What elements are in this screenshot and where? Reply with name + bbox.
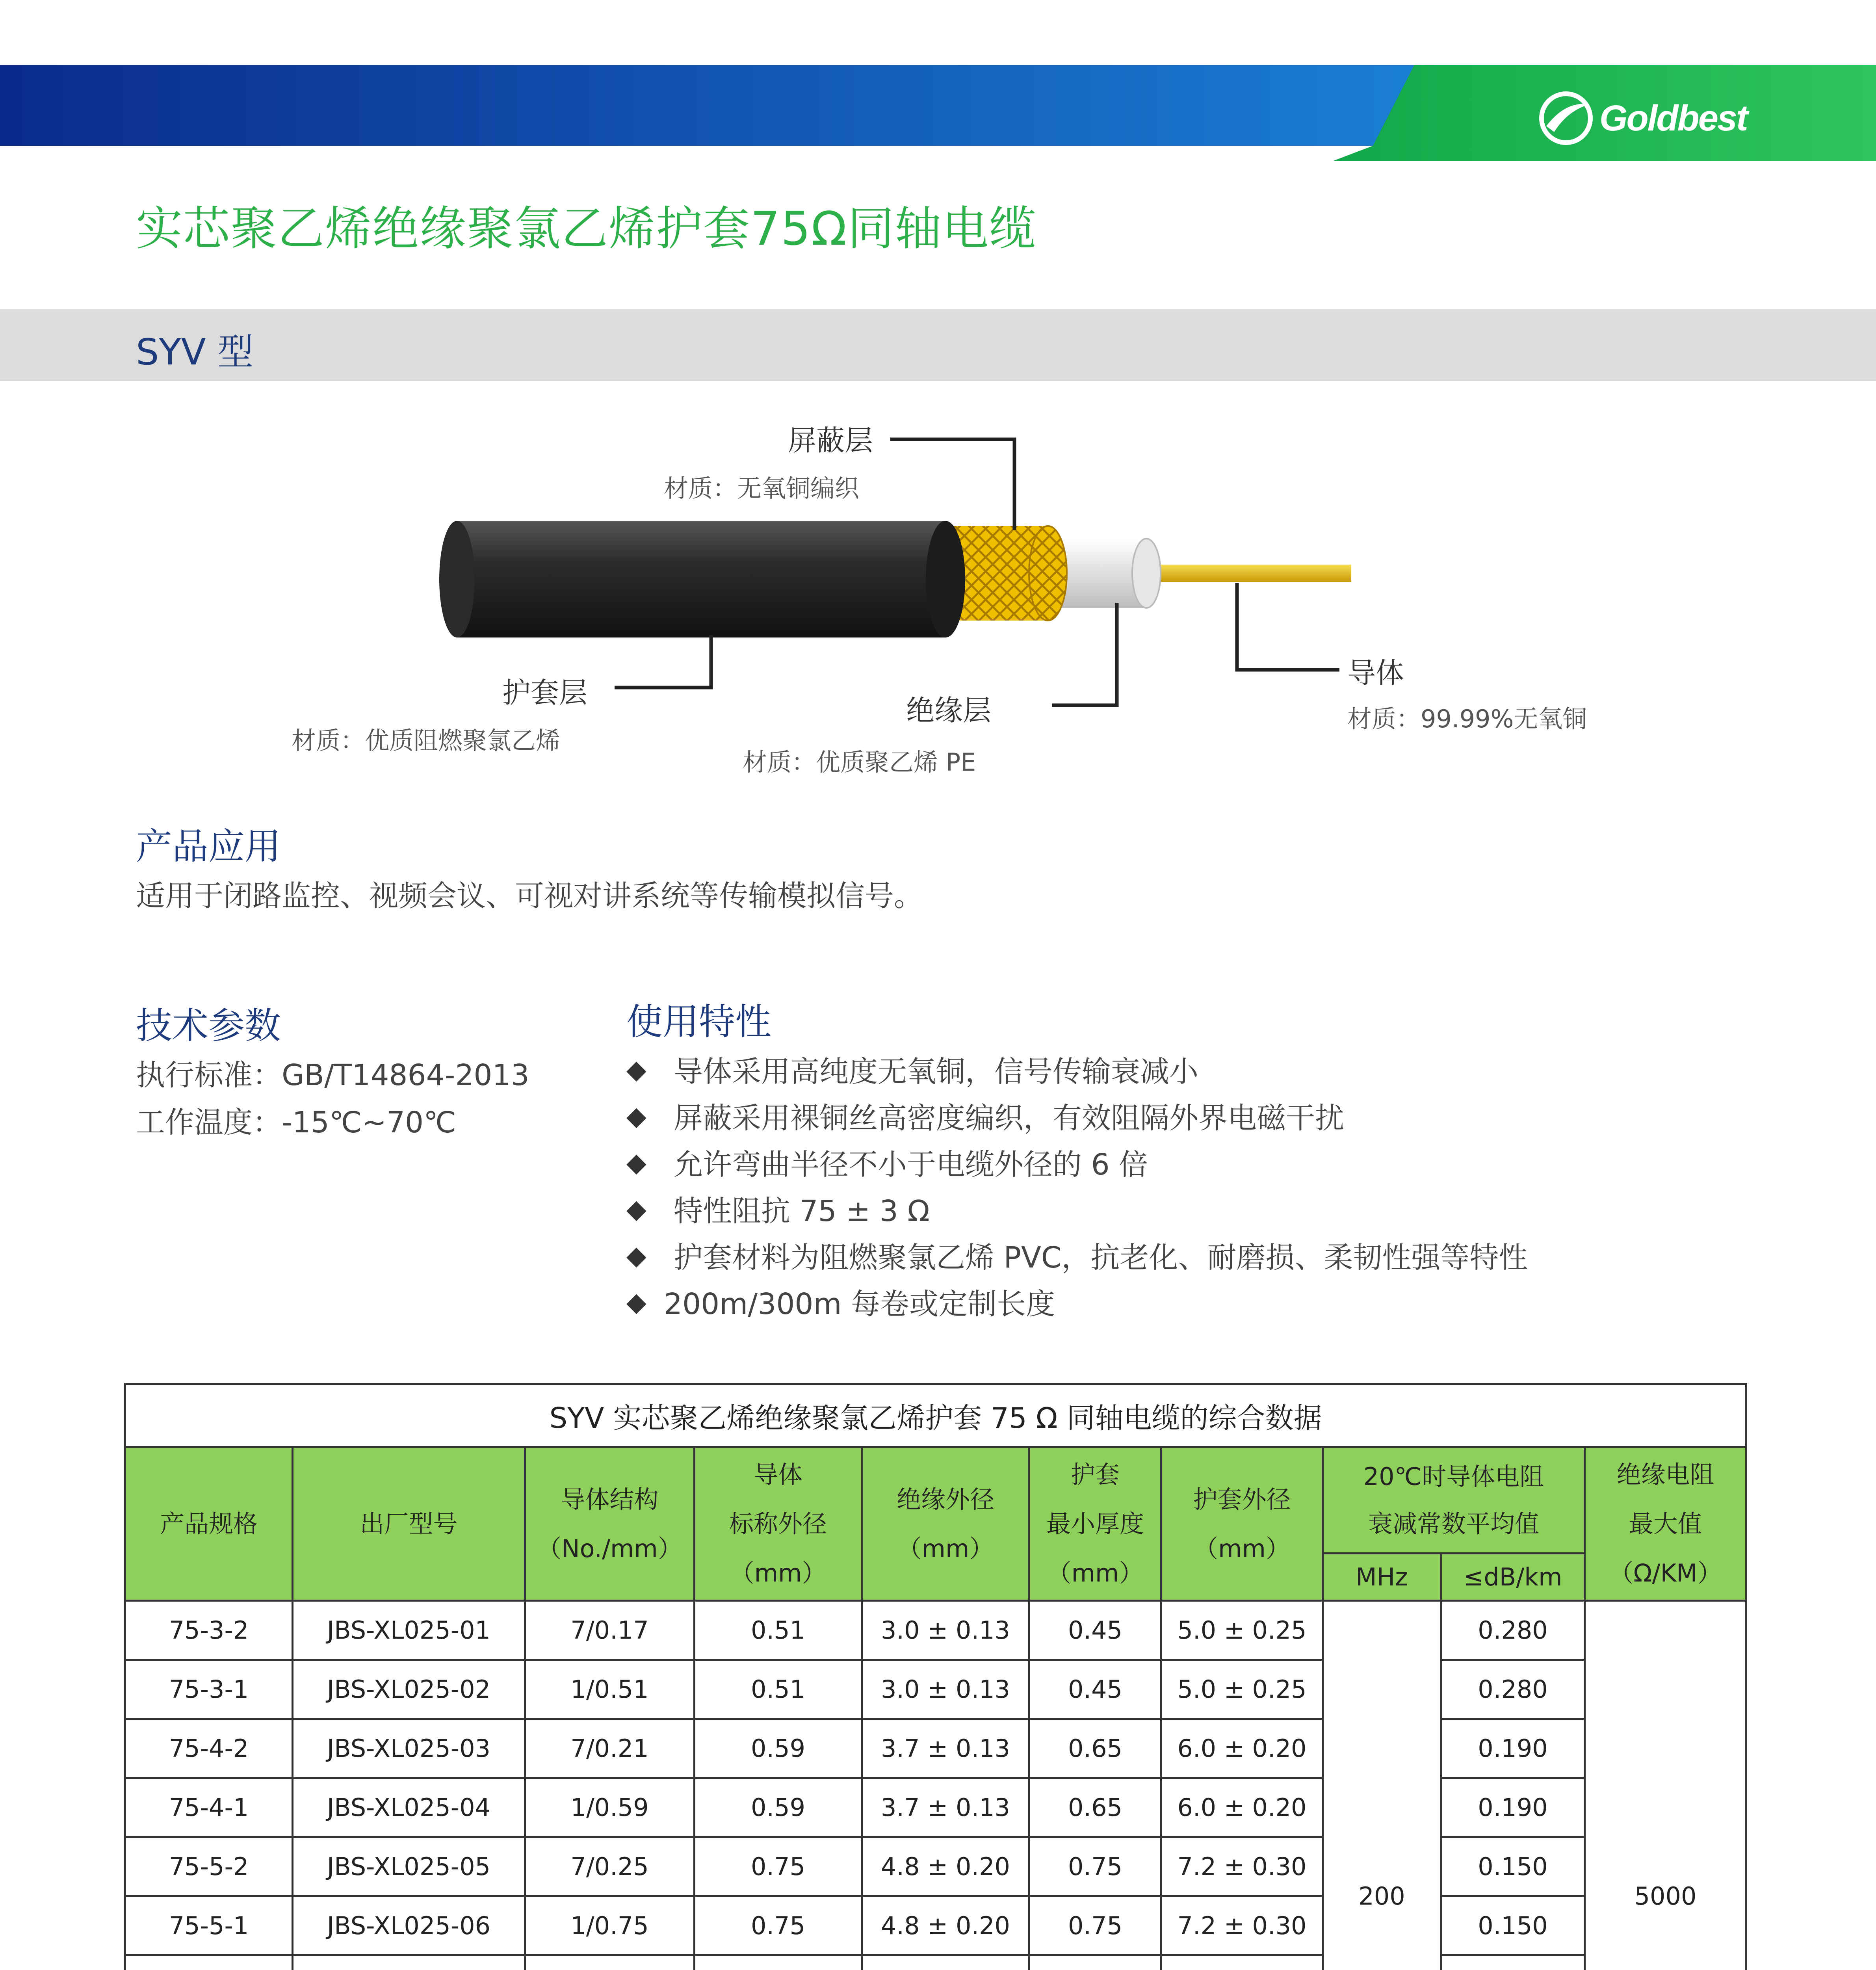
table-cell: 0.59 bbox=[695, 1719, 862, 1778]
table-cell: 0.51 bbox=[695, 1660, 862, 1719]
list-item: ◆ 护套材料为阻燃聚氯乙烯 PVC，抗老化、耐磨损、柔韧性强等特性 bbox=[626, 1240, 1528, 1275]
shield-material: 材质：无氧铜编织 bbox=[664, 474, 860, 503]
mhz-value: 200 bbox=[1323, 1601, 1441, 1970]
table-cell: 7/0.17 bbox=[525, 1601, 695, 1660]
table-cell bbox=[1029, 1955, 1161, 1970]
table-cell bbox=[125, 1955, 293, 1970]
table-cell: 0.59 bbox=[695, 1778, 862, 1837]
table-cell: 1/0.75 bbox=[525, 1896, 695, 1955]
table-cell: 75-3-1 bbox=[125, 1660, 293, 1719]
table-cell: JBS-XL025-05 bbox=[293, 1837, 525, 1896]
header-text: 产品规格 bbox=[160, 1509, 258, 1538]
table-cell: 0.75 bbox=[1029, 1896, 1161, 1955]
conductor-label: 导体 bbox=[1347, 656, 1404, 690]
jacket-right-end bbox=[926, 521, 965, 637]
table-cell: 3.0 ± 0.13 bbox=[862, 1601, 1029, 1660]
list-item: ◆ 特性阻抗 75 ± 3 Ω bbox=[626, 1193, 930, 1228]
list-item: ◆ 导体采用高纯度无氧铜，信号传输衰减小 bbox=[626, 1054, 1198, 1089]
header-text: 导体结构 bbox=[561, 1485, 659, 1514]
header-text: 衰减常数平均值 bbox=[1368, 1509, 1539, 1538]
table-cell: 0.150 bbox=[1441, 1837, 1585, 1896]
header-structure bbox=[525, 1447, 695, 1601]
table-cell: 0.65 bbox=[1029, 1778, 1161, 1837]
table-cell bbox=[695, 1955, 862, 1970]
table-cell: 0.75 bbox=[695, 1896, 862, 1955]
table-row bbox=[125, 1896, 1746, 1955]
page-title: 实芯聚乙烯绝缘聚氯乙烯护套75Ω同轴电缆 bbox=[136, 201, 1037, 256]
insulation-material: 材质：优质聚乙烯 PE bbox=[743, 748, 976, 777]
table-cell bbox=[1441, 1955, 1585, 1970]
header-dbkm: ≤dB/km bbox=[1441, 1554, 1585, 1601]
table-cell: JBS-XL025-01 bbox=[293, 1601, 525, 1660]
table-cell: 1/0.51 bbox=[525, 1660, 695, 1719]
header-insulation-diameter bbox=[862, 1447, 1029, 1601]
header-attenuation bbox=[1323, 1447, 1585, 1554]
header-text: 出厂型号 bbox=[360, 1509, 458, 1538]
table-cell: 6.0 ± 0.20 bbox=[1161, 1719, 1323, 1778]
table-cell bbox=[862, 1955, 1029, 1970]
header-text: 绝缘外径 bbox=[896, 1485, 994, 1514]
table-cell: JBS-XL025-04 bbox=[293, 1778, 525, 1837]
table-cell: 7/0.25 bbox=[525, 1837, 695, 1896]
header-text: （mm） bbox=[897, 1534, 994, 1563]
header-text: （No./mm） bbox=[537, 1534, 682, 1563]
jacket-left-end bbox=[439, 521, 475, 637]
table-row bbox=[125, 1719, 1746, 1778]
table-cell: 0.280 bbox=[1441, 1660, 1585, 1719]
table-cell: 5.0 ± 0.25 bbox=[1161, 1660, 1323, 1719]
header-text: 最小厚度 bbox=[1046, 1509, 1144, 1538]
table-cell: 3.7 ± 0.13 bbox=[862, 1778, 1029, 1837]
features-title: 使用特性 bbox=[626, 1001, 772, 1043]
table-caption: SYV 实芯聚乙烯绝缘聚氯乙烯护套 75 Ω 同轴电缆的综合数据 bbox=[125, 1384, 1746, 1447]
features-list bbox=[626, 1046, 1528, 1325]
table-cell: 0.190 bbox=[1441, 1778, 1585, 1837]
table-cell: JBS-XL025-06 bbox=[293, 1896, 525, 1955]
jacket-material: 材质：优质阻燃聚氯乙烯 bbox=[292, 726, 561, 755]
table-cell bbox=[525, 1955, 695, 1970]
tech-title: 技术参数 bbox=[136, 1005, 281, 1047]
diamond-bullet-icon: ◆ bbox=[626, 1193, 646, 1224]
table-cell: 6.0 ± 0.20 bbox=[1161, 1778, 1323, 1837]
application-text: 适用于闭路监控、视频会议、可视对讲系统等传输模拟信号。 bbox=[136, 879, 923, 913]
table-cell: 0.75 bbox=[695, 1837, 862, 1896]
header-text: 绝缘电阻 bbox=[1616, 1460, 1714, 1489]
diamond-bullet-icon: ◆ bbox=[626, 1100, 646, 1131]
diamond-bullet-icon: ◆ bbox=[626, 1240, 646, 1271]
table-row bbox=[125, 1601, 1746, 1660]
conductor-material: 材质：99.99%无氧铜 bbox=[1347, 704, 1587, 733]
table-row bbox=[125, 1778, 1746, 1837]
header-text: 护套 bbox=[1070, 1460, 1120, 1489]
table-cell bbox=[1161, 1955, 1323, 1970]
header-text: （mm） bbox=[730, 1559, 827, 1587]
tech-temperature: 工作温度：-15℃~70℃ bbox=[136, 1106, 457, 1139]
header-conductor-diameter bbox=[695, 1447, 862, 1601]
table-cell: 0.45 bbox=[1029, 1601, 1161, 1660]
list-item: ◆ 200m/300m 每卷或定制长度 bbox=[626, 1286, 1055, 1321]
table-cell: 0.280 bbox=[1441, 1601, 1585, 1660]
table-cell: 75-4-1 bbox=[125, 1778, 293, 1837]
header-text: 标称外径 bbox=[729, 1509, 827, 1538]
application-title: 产品应用 bbox=[136, 825, 281, 868]
list-item: ◆ 允许弯曲半径不小于电缆外径的 6 倍 bbox=[626, 1147, 1148, 1182]
jacket-leader bbox=[615, 635, 711, 688]
table-cell: 7/0.21 bbox=[525, 1719, 695, 1778]
shield-label: 屏蔽层 bbox=[788, 424, 873, 457]
tech-standard: 执行标准：GB/T14864-2013 bbox=[136, 1058, 529, 1092]
header-spec bbox=[125, 1447, 293, 1601]
model-label: SYV 型 bbox=[136, 331, 254, 373]
table-cell: 0.65 bbox=[1029, 1719, 1161, 1778]
logo-mark-icon bbox=[1536, 89, 1596, 148]
table-cell: 0.51 bbox=[695, 1601, 862, 1660]
list-item: ◆ 屏蔽采用裸铜丝高密度编织，有效阻隔外界电磁干扰 bbox=[626, 1100, 1344, 1135]
insulation-label: 绝缘层 bbox=[906, 694, 992, 727]
spec-table bbox=[124, 1383, 1747, 1970]
header-model bbox=[293, 1447, 525, 1601]
diamond-bullet-icon: ◆ bbox=[626, 1147, 646, 1178]
jacket-label: 护套层 bbox=[502, 676, 588, 709]
jacket-body bbox=[457, 521, 945, 637]
logo bbox=[1536, 89, 1747, 148]
table-cell: 0.150 bbox=[1441, 1896, 1585, 1955]
diamond-bullet-icon: ◆ bbox=[626, 1286, 646, 1317]
table-cell: 75-5-1 bbox=[125, 1896, 293, 1955]
header-text: 导体 bbox=[753, 1460, 802, 1489]
table-cell: 75-3-2 bbox=[125, 1601, 293, 1660]
header-jacket-diameter bbox=[1161, 1447, 1323, 1601]
header-blue-bar bbox=[0, 65, 1434, 146]
table-row bbox=[125, 1660, 1746, 1719]
table-row bbox=[125, 1837, 1746, 1896]
conductor-leader bbox=[1237, 583, 1339, 670]
model-bar bbox=[0, 309, 1876, 381]
shield-leader bbox=[890, 439, 1014, 530]
header-text: （mm） bbox=[1047, 1559, 1144, 1587]
header-mhz: MHz bbox=[1323, 1554, 1441, 1601]
table-cell: JBS-XL025-02 bbox=[293, 1660, 525, 1719]
table-row bbox=[125, 1955, 1746, 1970]
resistance-value: 5000 bbox=[1585, 1601, 1746, 1970]
shield-end bbox=[1029, 526, 1067, 621]
insulation-leader bbox=[1052, 603, 1117, 705]
header-text: 护套外径 bbox=[1193, 1485, 1291, 1514]
table-cell: 3.7 ± 0.13 bbox=[862, 1719, 1029, 1778]
table-cell: 1/0.59 bbox=[525, 1778, 695, 1837]
table-cell bbox=[293, 1955, 525, 1970]
table-cell: 5.0 ± 0.25 bbox=[1161, 1601, 1323, 1660]
header-text: 20℃时导体电阻 bbox=[1363, 1462, 1544, 1491]
table-cell: 3.0 ± 0.13 bbox=[862, 1660, 1029, 1719]
logo-text: Goldbest bbox=[1599, 98, 1747, 138]
table-cell: 75-4-2 bbox=[125, 1719, 293, 1778]
insulation-end bbox=[1132, 539, 1161, 608]
table-cell: 7.2 ± 0.30 bbox=[1161, 1837, 1323, 1896]
table-cell: 75-5-2 bbox=[125, 1837, 293, 1896]
table-cell: 4.8 ± 0.20 bbox=[862, 1837, 1029, 1896]
table-cell: 4.8 ± 0.20 bbox=[862, 1896, 1029, 1955]
table-cell: 0.75 bbox=[1029, 1837, 1161, 1896]
header-resistance bbox=[1585, 1447, 1746, 1601]
table-cell: 0.190 bbox=[1441, 1719, 1585, 1778]
header-text: （mm） bbox=[1194, 1534, 1290, 1563]
table-cell: 0.45 bbox=[1029, 1660, 1161, 1719]
header-text: （Ω/KM） bbox=[1609, 1559, 1722, 1587]
table-cell: 7.2 ± 0.30 bbox=[1161, 1896, 1323, 1955]
table-cell: JBS-XL025-03 bbox=[293, 1719, 525, 1778]
header-text: 最大值 bbox=[1629, 1509, 1702, 1538]
diamond-bullet-icon: ◆ bbox=[626, 1054, 646, 1085]
header-jacket-thickness bbox=[1029, 1447, 1161, 1601]
